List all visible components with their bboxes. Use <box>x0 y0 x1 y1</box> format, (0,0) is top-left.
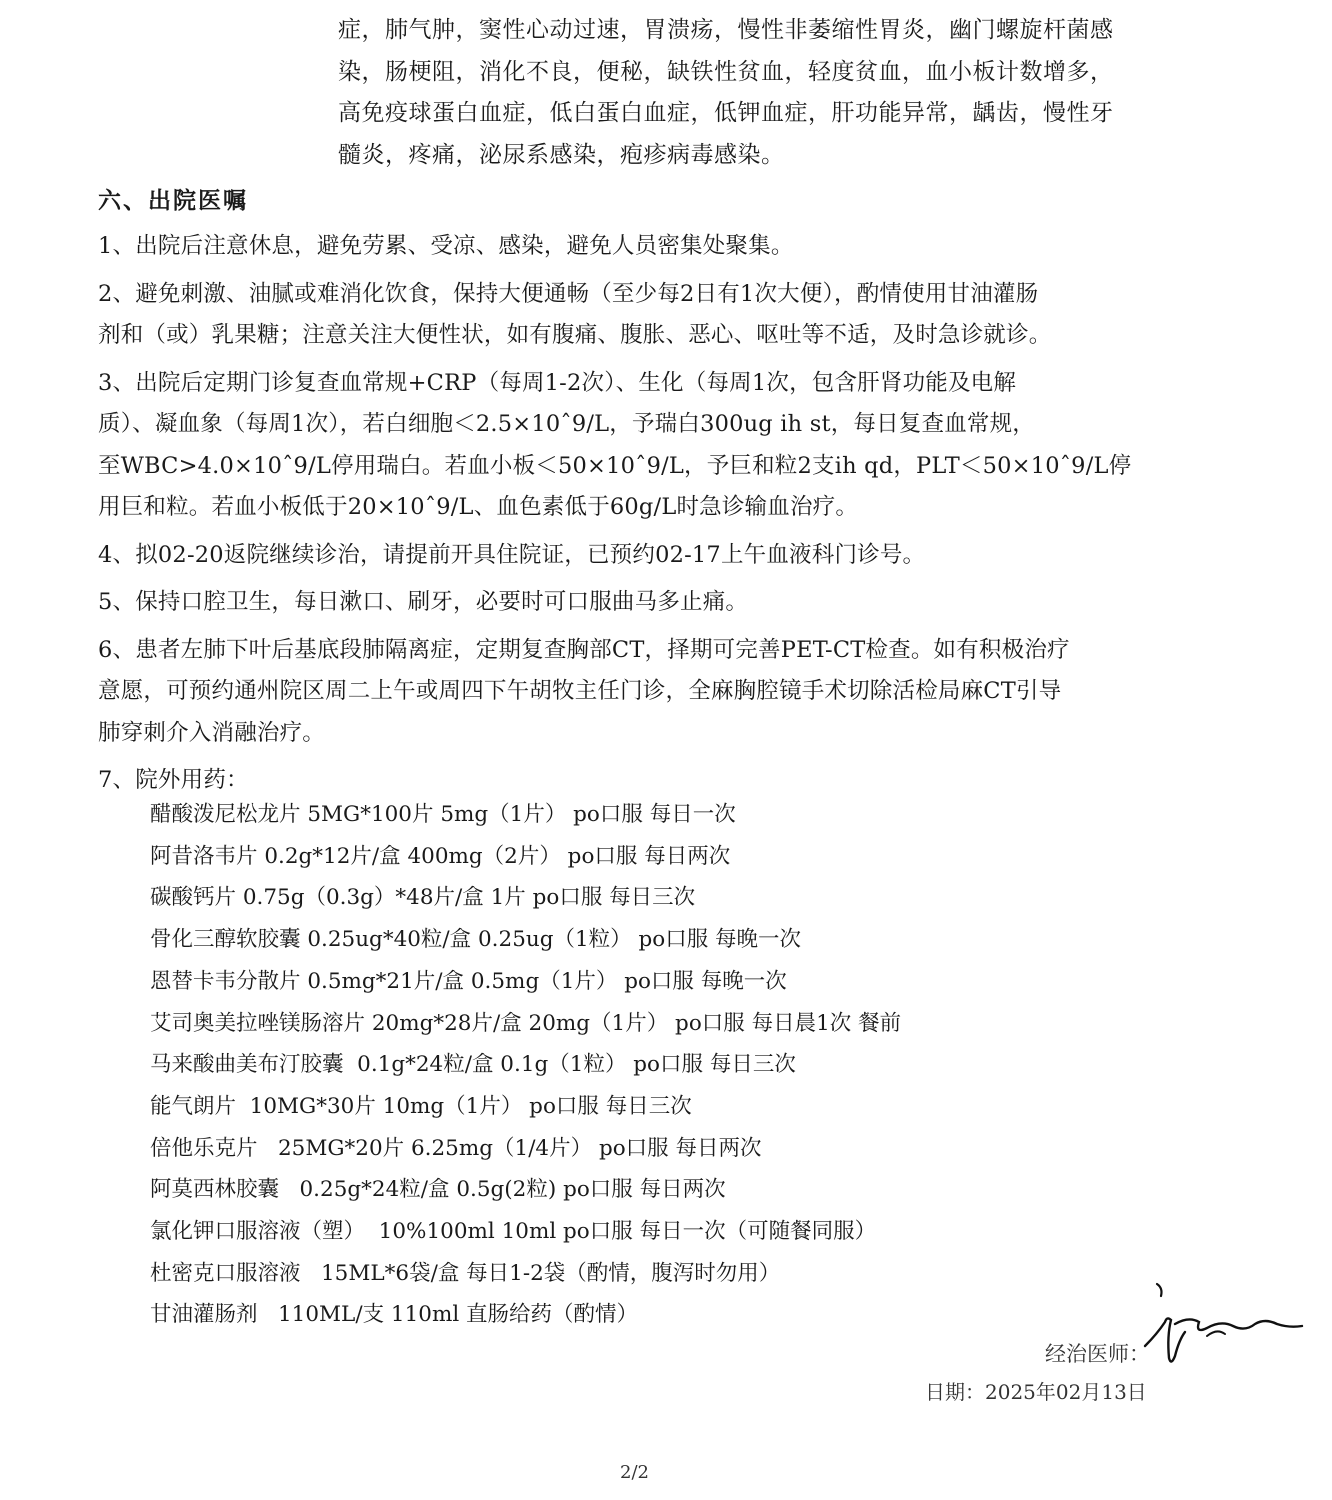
page-number: 2/2 <box>620 1462 649 1483</box>
order-line: 意愿，可预约通州院区周二上午或周四下午胡牧主任门诊，全麻胸腔镜手术切除活检局麻CT引导 <box>98 678 1062 704</box>
order-line: 至WBC>4.0×10ˆ9/L停用瑞白。若血小板＜50×10ˆ9/L，予巨和粒2支ih qd，PLT＜50×10ˆ9/L停 <box>98 452 1132 479</box>
order-line: 6、患者左肺下叶后基底段肺隔离症，定期复查胸部CT，择期可完善PET-CT检查。如有积极治疗 <box>98 636 1070 663</box>
diagnosis-line: 症，肺气肿，窦性心动过速，胃溃疡，慢性非萎缩性胃炎，幽门螺旋杆菌感 <box>338 17 1114 43</box>
order-line: 质）、凝血象（每周1次），若白细胞＜2.5×10ˆ9/L，予瑞白300ug ih st，每日复查血常规， <box>98 411 1035 437</box>
medication-item: 骨化三醇软胶囊 0.25ug*40粒/盒 0.25ug（1粒） po口服 每晚一次 <box>150 927 802 953</box>
order-line: 肺穿刺介入消融治疗。 <box>98 719 326 746</box>
order-item-2 <box>98 274 1218 357</box>
medication-item: 艾司奥美拉唑镁肠溶片 20mg*28片/盒 20mg（1片） po口服 每日晨1次 餐前 <box>150 1010 902 1036</box>
order-line: 7、院外用药： <box>98 767 249 793</box>
discharge-orders <box>98 226 1218 802</box>
order-line: 4、拟02-20返院继续诊治，请提前开具住院证，已预约02-17上午血液科门诊号。 <box>98 541 926 568</box>
medication-item: 阿昔洛韦片 0.2g*12片/盒 400mg（2片） po口服 每日两次 <box>150 843 731 869</box>
order-item-6 <box>98 630 1218 755</box>
medication-item: 阿莫西林胶囊 0.25g*24粒/盒 0.5g(2粒) po口服 每日两次 <box>150 1177 726 1203</box>
diagnosis-line: 高免疫球蛋白血症，低白蛋白血症，低钾血症，肝功能异常，龋齿，慢性牙 <box>338 100 1114 126</box>
order-line: 5、保持口腔卫生，每日漱口、刷牙，必要时可口服曲马多止痛。 <box>98 589 749 615</box>
medication-item: 醋酸泼尼松龙片 5MG*100片 5mg（1片） po口服 每日一次 <box>150 802 736 827</box>
sign-date: 日期：2025年02月13日 <box>925 1380 1147 1404</box>
medication-item: 恩替卡韦分散片 0.5mg*21片/盒 0.5mg（1片） po口服 每晚一次 <box>150 968 787 994</box>
order-item-4 <box>98 535 1218 577</box>
medication-list <box>150 794 1150 1336</box>
physician-label: 经治医师： <box>1045 1342 1150 1366</box>
medication-item: 甘油灌肠剂 110ML/支 110ml 直肠给药（酌情） <box>150 1302 639 1328</box>
order-item-1 <box>98 226 1218 268</box>
medication-item: 倍他乐克片 25MG*20片 6.25mg（1/4片） po口服 每日两次 <box>150 1135 762 1161</box>
order-line: 1、出院后注意休息，避免劳累、受凉、感染，避免人员密集处聚集。 <box>98 233 794 259</box>
medication-item: 能气朗片 10MG*30片 10mg（1片） po口服 每日三次 <box>150 1093 692 1119</box>
diagnosis-line: 染，肠梗阻，消化不良，便秘，缺铁性贫血，轻度贫血，血小板计数增多， <box>338 58 1114 85</box>
order-line: 用巨和粒。若血小板低于20×10ˆ9/L、血色素低于60g/L时急诊输血治疗。 <box>98 494 859 520</box>
diagnosis-line: 髓炎，疼痛，泌尿系感染，疱疹病毒感染。 <box>338 141 785 168</box>
medication-item: 碳酸钙片 0.75g（0.3g）*48片/盒 1片 po口服 每日三次 <box>150 885 696 911</box>
order-item-3 <box>98 363 1218 529</box>
order-line: 2、避免刺激、油腻或难消化饮食，保持大便通畅（至少每2日有1次大便），酌情使用甘油灌肠 <box>98 280 1039 307</box>
physician-signature-block <box>1045 1328 1285 1378</box>
medication-item: 杜密克口服溶液 15ML*6袋/盒 每日1-2袋（酌情，腹泻时勿用） <box>150 1260 781 1286</box>
order-item-5 <box>98 582 1218 624</box>
order-line: 3、出院后定期门诊复查血常规+CRP（每周1-2次）、生化（每周1次，包含肝肾功能及电解 <box>98 369 1017 396</box>
continued-diagnoses <box>338 10 1238 176</box>
medication-item: 马来酸曲美布汀胶囊 0.1g*24粒/盒 0.1g（1粒） po口服 每日三次 <box>150 1052 796 1078</box>
medication-item: 氯化钾口服溶液（塑） 10%100ml 10ml po口服 每日一次（可随餐同服） <box>150 1219 877 1245</box>
section-title: 六、出院医嘱 <box>98 187 248 214</box>
order-line: 剂和（或）乳果糖；注意关注大便性状，如有腹痛、腹胀、恶心、呕吐等不适，及时急诊就诊。 <box>98 322 1052 348</box>
handwritten-signature-icon <box>1137 1276 1307 1376</box>
